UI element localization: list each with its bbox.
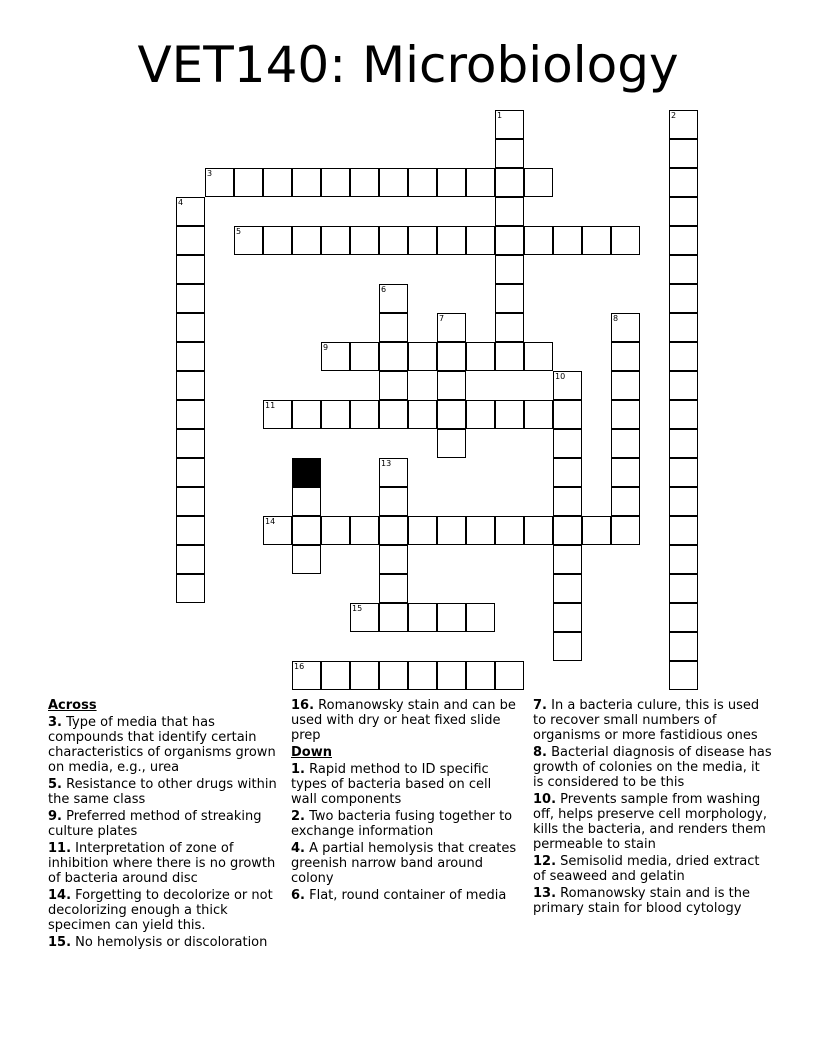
- clue-number: 16: [294, 662, 305, 671]
- crossword-cell[interactable]: [292, 661, 321, 690]
- crossword-cell[interactable]: [669, 371, 698, 400]
- crossword-cell[interactable]: [176, 400, 205, 429]
- clue-number: 9: [323, 343, 329, 352]
- crossword-cell[interactable]: [176, 574, 205, 603]
- crossword-cell[interactable]: [176, 516, 205, 545]
- crossword-cell[interactable]: [495, 139, 524, 168]
- crossword-cell[interactable]: [669, 255, 698, 284]
- crossword-cell[interactable]: [611, 458, 640, 487]
- crossword-cell[interactable]: [379, 313, 408, 342]
- crossword-cell[interactable]: [611, 400, 640, 429]
- crossword-cell[interactable]: [524, 516, 553, 545]
- crossword-cell[interactable]: [321, 400, 350, 429]
- crossword-cell[interactable]: [466, 342, 495, 371]
- crossword-cell[interactable]: [553, 458, 582, 487]
- clue-number: 11: [265, 401, 276, 410]
- crossword-cell[interactable]: [611, 371, 640, 400]
- down-heading: Down: [291, 745, 332, 760]
- crossword-cell[interactable]: [176, 342, 205, 371]
- clues-column-2: [291, 698, 517, 905]
- clue-across-16: 16. Romanowsky stain and can be used with dry or heat fixed slide prep: [291, 698, 516, 743]
- crossword-cell[interactable]: [669, 313, 698, 342]
- crossword-cell[interactable]: [437, 429, 466, 458]
- clue-down-2: 2. Two bacteria fusing together to exchange information: [291, 809, 513, 839]
- crossword-cell[interactable]: [669, 342, 698, 371]
- crossword-cell[interactable]: [350, 516, 379, 545]
- clue-number: 4: [178, 198, 184, 207]
- across-heading: Across: [48, 698, 97, 713]
- clue-number: 3: [207, 169, 213, 178]
- crossword-cell[interactable]: [611, 313, 640, 342]
- clue-down-4: 4. A partial hemolysis that creates greenish narrow band around colony: [291, 841, 517, 886]
- clues-column-1: [48, 698, 284, 952]
- crossword-cell[interactable]: [437, 168, 466, 197]
- crossword-cell[interactable]: [669, 458, 698, 487]
- crossword-cell[interactable]: [669, 632, 698, 661]
- crossword-cell[interactable]: [176, 458, 205, 487]
- crossword-cell[interactable]: [379, 400, 408, 429]
- crossword-cell[interactable]: [466, 400, 495, 429]
- clue-number: 14: [265, 517, 276, 526]
- crossword-cell[interactable]: [408, 226, 437, 255]
- crossword-cell[interactable]: [379, 545, 408, 574]
- crossword-cell[interactable]: [669, 545, 698, 574]
- crossword-cell[interactable]: [379, 168, 408, 197]
- crossword-cell[interactable]: [408, 400, 437, 429]
- crossword-cell[interactable]: [205, 168, 234, 197]
- clue-number: 8: [613, 314, 619, 323]
- crossword-cell[interactable]: [495, 255, 524, 284]
- crossword-cell[interactable]: [553, 487, 582, 516]
- crossword-cell[interactable]: [292, 226, 321, 255]
- crossword-cell[interactable]: [176, 545, 205, 574]
- crossword-cell[interactable]: [437, 603, 466, 632]
- clue-down-1: 1. Rapid method to ID specific types of bacteria based on cell wall components: [291, 762, 492, 807]
- clue-number: 15: [352, 604, 363, 613]
- crossword-cell[interactable]: [669, 226, 698, 255]
- crossword-cell[interactable]: [553, 400, 582, 429]
- crossword-cell[interactable]: [379, 226, 408, 255]
- crossword-cell[interactable]: [379, 342, 408, 371]
- crossword-cell[interactable]: [234, 168, 263, 197]
- crossword-cell[interactable]: [553, 226, 582, 255]
- clue-number: 10: [555, 372, 566, 381]
- crossword-cell[interactable]: [495, 342, 524, 371]
- crossword-cell[interactable]: [611, 226, 640, 255]
- crossword-cell[interactable]: [669, 603, 698, 632]
- clue-across-15: 15. No hemolysis or discoloration: [48, 935, 268, 950]
- crossword-cell[interactable]: [234, 226, 263, 255]
- crossword-cell[interactable]: [669, 516, 698, 545]
- crossword-cell[interactable]: [350, 342, 379, 371]
- crossword-cell[interactable]: [495, 313, 524, 342]
- crossword-cell[interactable]: [408, 661, 437, 690]
- clue-down-7: 7. In a bacteria culure, this is used to recover small numbers of organisms or more fastidious ones: [533, 698, 760, 743]
- crossword-cell[interactable]: [321, 168, 350, 197]
- crossword-cell[interactable]: [669, 661, 698, 690]
- crossword-cell[interactable]: [437, 226, 466, 255]
- crossword-cell[interactable]: [292, 400, 321, 429]
- crossword-cell[interactable]: [379, 574, 408, 603]
- crossword-cell[interactable]: [292, 168, 321, 197]
- crossword-cell[interactable]: [553, 371, 582, 400]
- clue-number: 6: [381, 285, 387, 294]
- crossword-cell[interactable]: [408, 603, 437, 632]
- crossword-cell[interactable]: [582, 226, 611, 255]
- crossword-cell[interactable]: [495, 661, 524, 690]
- crossword-cell[interactable]: [263, 226, 292, 255]
- crossword-cell[interactable]: [350, 168, 379, 197]
- crossword-cell[interactable]: [321, 342, 350, 371]
- crossword-cell[interactable]: [176, 197, 205, 226]
- crossword-cell[interactable]: [408, 342, 437, 371]
- crossword-cell[interactable]: [379, 458, 408, 487]
- clues-column-3: [533, 698, 773, 918]
- crossword-cell[interactable]: [553, 603, 582, 632]
- crossword-cell[interactable]: [379, 371, 408, 400]
- crossword-cell[interactable]: [669, 139, 698, 168]
- crossword-cell[interactable]: [176, 371, 205, 400]
- crossword-cell[interactable]: [350, 603, 379, 632]
- crossword-cell[interactable]: [321, 226, 350, 255]
- crossword-cell[interactable]: [379, 661, 408, 690]
- crossword-cell[interactable]: [466, 226, 495, 255]
- crossword-cell[interactable]: [176, 226, 205, 255]
- crossword-cell[interactable]: [176, 284, 205, 313]
- crossword-cell[interactable]: [379, 603, 408, 632]
- crossword-cell[interactable]: [176, 429, 205, 458]
- crossword-cell[interactable]: [437, 342, 466, 371]
- clue-down-8: 8. Bacterial diagnosis of disease has growth of colonies on the media, it is considered to be this: [533, 745, 772, 790]
- crossword-cell[interactable]: [611, 487, 640, 516]
- crossword-cell[interactable]: [553, 545, 582, 574]
- crossword-cell[interactable]: [263, 400, 292, 429]
- crossword-cell[interactable]: [176, 255, 205, 284]
- crossword-cell[interactable]: [176, 313, 205, 342]
- clue-down-12: 12. Semisolid media, dried extract of seaweed and gelatin: [533, 854, 760, 884]
- crossword-cell[interactable]: [495, 197, 524, 226]
- crossword-cell[interactable]: [466, 603, 495, 632]
- crossword-cell[interactable]: [263, 168, 292, 197]
- clue-number: 7: [439, 314, 445, 323]
- crossword-cell[interactable]: [495, 168, 524, 197]
- crossword-cell[interactable]: [350, 400, 379, 429]
- crossword-cell[interactable]: [292, 545, 321, 574]
- clue-across-11: 11. Interpretation of zone of inhibition where there is no growth of bacteria around disc: [48, 841, 276, 886]
- crossword-cell[interactable]: [669, 197, 698, 226]
- crossword-cell[interactable]: [437, 313, 466, 342]
- crossword-cell[interactable]: [292, 487, 321, 516]
- crossword-cell[interactable]: [669, 429, 698, 458]
- crossword-cell[interactable]: [669, 168, 698, 197]
- crossword-cell[interactable]: [669, 400, 698, 429]
- crossword-cell[interactable]: [495, 226, 524, 255]
- crossword-cell[interactable]: [466, 168, 495, 197]
- clue-down-13: 13. Romanowsky stain and is the primary stain for blood cytology: [533, 886, 750, 916]
- blocked-cell: [292, 458, 321, 487]
- crossword-cell[interactable]: [408, 516, 437, 545]
- crossword-cell[interactable]: [553, 429, 582, 458]
- crossword-cell[interactable]: [611, 516, 640, 545]
- clue-number: 5: [236, 227, 242, 236]
- crossword-cell[interactable]: [669, 574, 698, 603]
- crossword-cell[interactable]: [437, 661, 466, 690]
- crossword-cell[interactable]: [553, 516, 582, 545]
- crossword-cell[interactable]: [350, 226, 379, 255]
- crossword-cell[interactable]: [466, 516, 495, 545]
- clue-number: 1: [497, 111, 503, 120]
- crossword-cell[interactable]: [495, 400, 524, 429]
- crossword-cell[interactable]: [582, 516, 611, 545]
- crossword-cell[interactable]: [524, 342, 553, 371]
- crossword-cell[interactable]: [321, 516, 350, 545]
- crossword-cell[interactable]: [176, 487, 205, 516]
- crossword-cell[interactable]: [350, 661, 379, 690]
- crossword-cell[interactable]: [669, 284, 698, 313]
- clue-number: 2: [671, 111, 677, 120]
- crossword-cell[interactable]: [379, 284, 408, 313]
- crossword-cell[interactable]: [437, 400, 466, 429]
- clue-number: 13: [381, 459, 392, 468]
- page-title: VET140: Microbiology: [137, 36, 679, 94]
- crossword-cell[interactable]: [437, 516, 466, 545]
- clue-across-9: 9. Preferred method of streaking culture plates: [48, 809, 262, 839]
- crossword-cell[interactable]: [495, 516, 524, 545]
- crossword-cell[interactable]: [669, 110, 698, 139]
- crossword-cell[interactable]: [611, 342, 640, 371]
- crossword-cell[interactable]: [466, 661, 495, 690]
- crossword-cell[interactable]: [263, 516, 292, 545]
- crossword-cell[interactable]: [524, 400, 553, 429]
- crossword-cell[interactable]: [524, 168, 553, 197]
- crossword-cell[interactable]: [495, 110, 524, 139]
- crossword-cell[interactable]: [669, 487, 698, 516]
- crossword-cell[interactable]: [321, 661, 350, 690]
- clue-across-3: 3. Type of media that has compounds that identify certain characteristics of organisms grown on media, e.g., urea: [48, 715, 276, 775]
- clue-across-14: 14. Forgetting to decolorize or not decolorizing enough a thick specimen can yield this.: [48, 888, 273, 933]
- crossword-cell[interactable]: [611, 429, 640, 458]
- clue-down-6: 6. Flat, round container of media: [291, 888, 507, 903]
- crossword-cell[interactable]: [553, 632, 582, 661]
- crossword-cell[interactable]: [495, 284, 524, 313]
- crossword-cell[interactable]: [437, 371, 466, 400]
- crossword-cell[interactable]: [379, 487, 408, 516]
- clue-down-10: 10. Prevents sample from washing off, helps preserve cell morphology, kills the bacteria, and renders them permeable to stain: [533, 792, 767, 852]
- crossword-cell[interactable]: [553, 574, 582, 603]
- crossword-cell[interactable]: [292, 516, 321, 545]
- clue-across-5: 5. Resistance to other drugs within the same class: [48, 777, 277, 807]
- crossword-cell[interactable]: [524, 226, 553, 255]
- crossword-cell[interactable]: [408, 168, 437, 197]
- crossword-cell[interactable]: [379, 516, 408, 545]
